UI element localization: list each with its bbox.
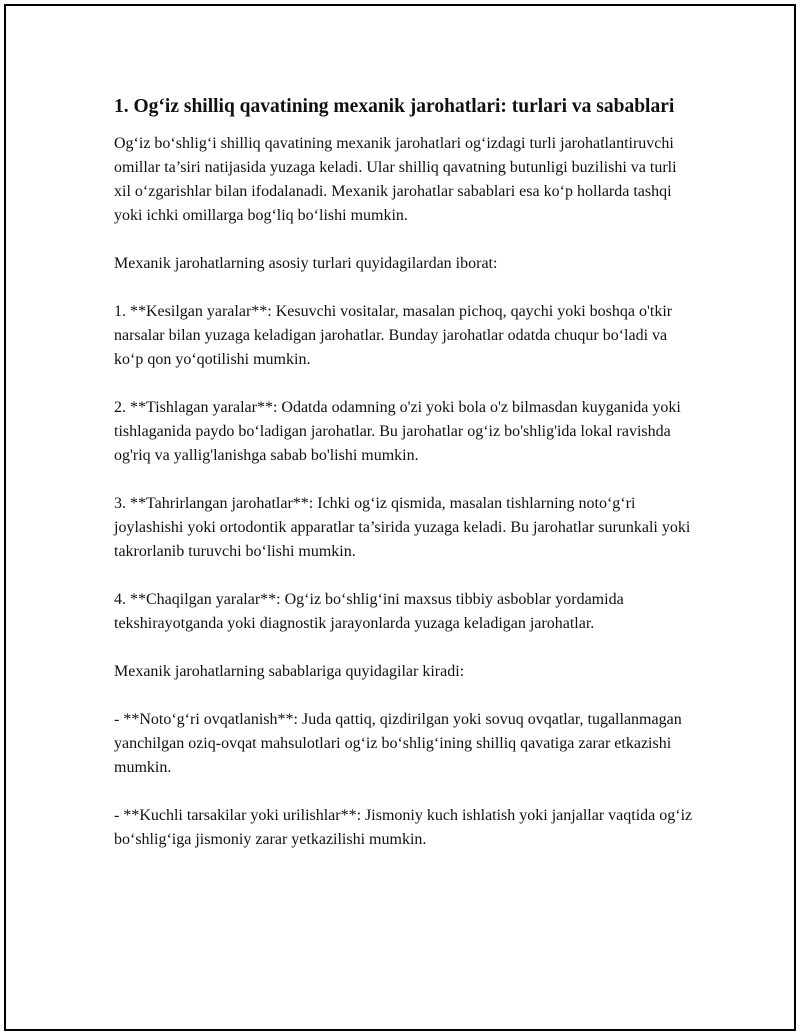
paragraph-type-2: 2. **Tishlagan yaralar**: Odatda odamning o'zi yoki bola o'z bilmasdan kuyganida yoki tishlaganida paydo bo‘ladigan jarohatlar. Bu jarohatlar og‘iz bo'shlig'ida lokal ravishda og'riq va yallig'lanishga sabab bo'lishi mumkin. — [114, 399, 681, 464]
document-content — [114, 94, 694, 876]
paragraph-type-4: 4. **Chaqilgan yaralar**: Og‘iz bo‘shlig‘ini maxsus tibbiy asboblar yordamida tekshirayotganda yoki diagnostik jarayonlarda yuzaga keladigan jarohatlar. — [114, 591, 624, 632]
paragraph-cause-1: - **Noto‘g‘ri ovqatlanish**: Juda qattiq, qizdirilgan yoki sovuq ovqatlar, tugallanmagan yanchilgan oziq-ovqat mahsulotlari og‘iz bo‘shlig‘ining shilliq qavatiga zarar etkazishi mumkin. — [114, 711, 682, 776]
paragraph-type-3: 3. **Tahrirlangan jarohatlar**: Ichki og‘iz qismida, masalan tishlarning noto‘g‘ri joylashishi yoki ortodontik apparatlar ta’sirida yuzaga keladi. Bu jarohatlar surunkali yoki takrorlanib turuvchi bo‘lishi mumkin. — [114, 495, 691, 560]
paragraph-intro: Og‘iz bo‘shlig‘i shilliq qavatining mexanik jarohatlari og‘izdagi turli jarohatlantiruvchi omillar ta’siri natijasida yuzaga keladi. Ular shilliq qavatning butunligi buzilishi va turli xil o‘zgarishlar bilan ifodalanadi. Mexanik jarohatlar sabablari esa ko‘p hollarda tashqi yoki ichki omillarga bog‘liq bo‘lishi mumkin. — [114, 135, 677, 224]
paragraph-causes-heading: Mexanik jarohatlarning sabablariga quyidagilar kiradi: — [114, 663, 465, 680]
paragraph-cause-2: - **Kuchli tarsakilar yoki urilishlar**: Jismoniy kuch ishlatish yoki janjallar vaqtida og‘iz bo‘shlig‘iga jismoniy zarar yetkazilishi mumkin. — [114, 807, 693, 848]
paragraph-types-heading: Mexanik jarohatlarning asosiy turlari quyidagilardan iborat: — [114, 255, 498, 272]
paragraph-type-1: 1. **Kesilgan yaralar**: Kesuvchi vositalar, masalan pichoq, qaychi yoki boshqa o'tkir narsalar bilan yuzaga keladigan jarohatlar. Bunday jarohatlar odatda chuqur bo‘ladi va ko‘p qon yo‘qotilishi mumkin. — [114, 303, 673, 368]
document-title: 1. Og‘iz shilliq qavatining mexanik jarohatlari: turlari va sabablari — [114, 96, 675, 117]
